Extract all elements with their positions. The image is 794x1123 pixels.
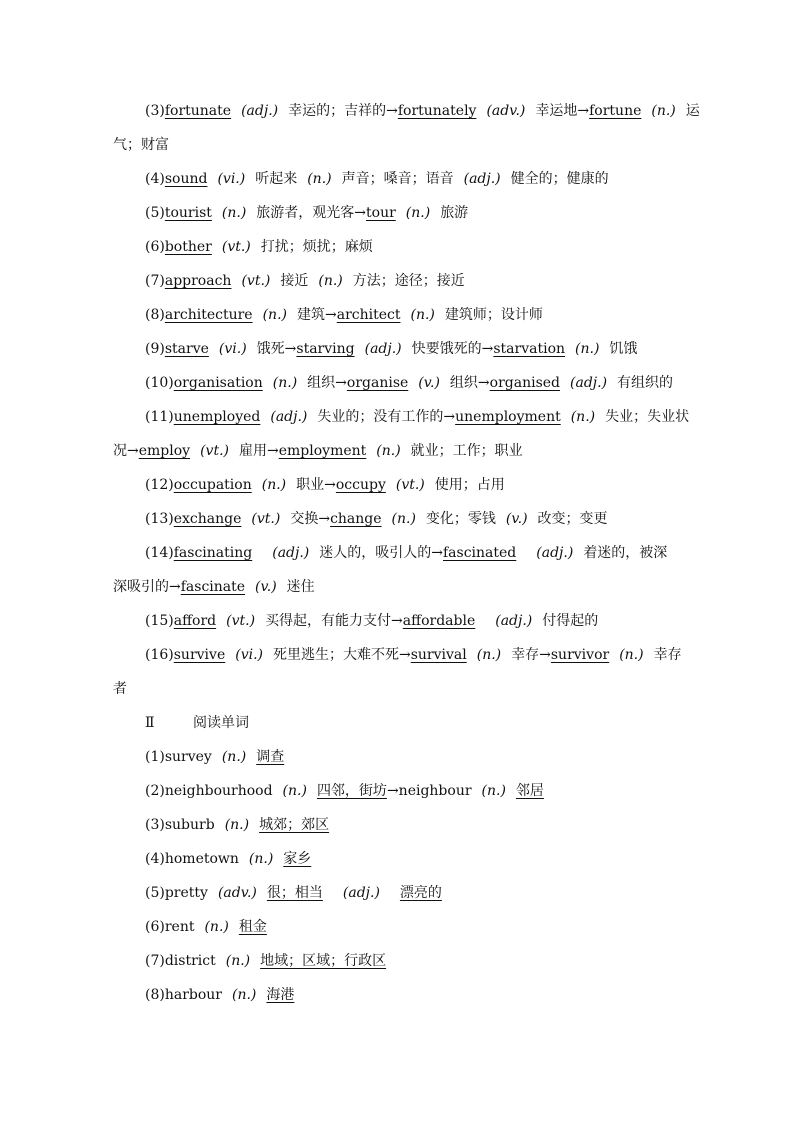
part-of-speech: (adv.) — [486, 103, 526, 119]
reading-word-7 — [113, 944, 681, 978]
word: harbour — [164, 987, 222, 1003]
entry-10 — [113, 366, 681, 400]
meaning: 方法；途径；接近 — [352, 273, 465, 289]
meaning: 建筑→ — [296, 307, 337, 323]
part-of-speech: (adv.) — [217, 885, 257, 901]
word: neighbourhood — [164, 783, 273, 799]
answer-word: fortunate — [164, 103, 232, 119]
section-number: Ⅱ — [145, 715, 155, 731]
answer-word: occupy — [335, 477, 386, 493]
part-of-speech: (n.) — [262, 307, 287, 323]
reading-word-6 — [113, 910, 681, 944]
part-of-speech: (v.) — [505, 511, 528, 527]
meaning: 旅游者，观光客→ — [256, 205, 367, 221]
entry-8 — [113, 298, 681, 332]
meaning: 幸运地→ — [535, 103, 590, 119]
part-of-speech: (n.) — [318, 273, 343, 289]
answer-word: tourist — [164, 205, 212, 221]
meaning: 快要饿死的→ — [411, 341, 494, 357]
answer-word: afford — [173, 613, 217, 629]
answer-meaning: 很；相当 — [266, 885, 323, 901]
part-of-speech: (n.) — [307, 171, 332, 187]
meaning: 接近 — [280, 273, 309, 289]
answer-word: fascinating — [173, 545, 253, 561]
part-of-speech: (n.) — [204, 919, 229, 935]
entry-5 — [113, 196, 681, 230]
reading-word-5 — [113, 876, 681, 910]
answer-word: architect — [336, 307, 401, 323]
entry-15 — [113, 604, 681, 638]
part-of-speech: (n.) — [476, 647, 502, 663]
entry-number: (6) — [145, 239, 165, 255]
vocabulary-list — [113, 94, 700, 1012]
reading-word-2 — [113, 774, 681, 808]
meaning: 打扰；烦扰；麻烦 — [260, 239, 373, 255]
entry-14-line-1 — [113, 536, 681, 570]
word: survey — [164, 749, 212, 765]
entry-number: (5) — [145, 885, 165, 901]
part-of-speech: (adj.) — [536, 545, 574, 561]
part-of-speech: (adj.) — [495, 613, 533, 629]
entry-number: (6) — [145, 919, 165, 935]
entry-12 — [113, 468, 681, 502]
part-of-speech: (vi.) — [217, 171, 246, 187]
meaning: 有组织的 — [617, 375, 674, 391]
entry-16-line-2 — [113, 672, 681, 706]
part-of-speech: (adj.) — [241, 103, 279, 119]
answer-word: survivor — [550, 647, 610, 663]
part-of-speech: (n.) — [405, 205, 431, 221]
part-of-speech: (n.) — [391, 511, 416, 527]
entry-number: (7) — [145, 953, 165, 969]
part-of-speech: (adj.) — [463, 171, 501, 187]
answer-meaning: 租金 — [238, 919, 267, 935]
answer-meaning: 海港 — [266, 987, 295, 1003]
entry-number: (7) — [145, 273, 165, 289]
part-of-speech: (n.) — [272, 375, 298, 391]
word: pretty — [164, 885, 208, 901]
answer-word: survival — [410, 647, 467, 663]
entry-number: (5) — [145, 205, 165, 221]
meaning: 深吸引的→ — [113, 579, 181, 595]
entry-number: (16) — [145, 647, 174, 663]
answer-meaning: 漂亮的 — [399, 885, 442, 901]
entry-number: (4) — [145, 851, 165, 867]
section-heading — [113, 706, 681, 740]
entry-number: (14) — [145, 545, 174, 561]
part-of-speech: (n.) — [221, 205, 247, 221]
part-of-speech: (n.) — [481, 783, 506, 799]
answer-word: starving — [296, 341, 355, 357]
meaning: 幸运的；吉祥的→ — [288, 103, 398, 119]
meaning: 职业→ — [296, 477, 336, 493]
answer-word: unemployed — [173, 409, 261, 425]
meaning: 幸存→ — [511, 647, 551, 663]
part-of-speech: (n.) — [261, 477, 287, 493]
entry-16-line-1 — [113, 638, 681, 672]
meaning: 交换→ — [290, 511, 331, 527]
meaning: 变化；零钱 — [425, 511, 496, 527]
part-of-speech: (adj.) — [342, 885, 380, 901]
answer-word: survive — [173, 647, 226, 663]
answer-word: starve — [164, 341, 209, 357]
meaning: 组织→ — [307, 375, 347, 391]
answer-meaning: 城郊；郊区 — [259, 817, 330, 833]
word: hometown — [164, 851, 239, 867]
word: district — [164, 953, 216, 969]
meaning: 雇用→ — [239, 443, 279, 459]
part-of-speech: (n.) — [232, 987, 257, 1003]
entry-number: (8) — [145, 987, 165, 1003]
answer-word: occupation — [173, 477, 252, 493]
part-of-speech: (v.) — [255, 579, 277, 595]
entry-7 — [113, 264, 681, 298]
part-of-speech: (v.) — [418, 375, 440, 391]
part-of-speech: (n.) — [376, 443, 401, 459]
meaning: 迷人的，吸引人的→ — [319, 545, 443, 561]
answer-meaning: 地域；区域；行政区 — [260, 953, 387, 969]
meaning: 买得起，有能力支付→ — [265, 613, 403, 629]
answer-word: exchange — [173, 511, 242, 527]
part-of-speech: (vt.) — [226, 613, 256, 629]
entry-11-line-2 — [113, 434, 681, 468]
meaning: 就业；工作；职业 — [410, 443, 523, 459]
entry-number: (15) — [145, 613, 174, 629]
answer-word: tour — [366, 205, 396, 221]
meaning: 者 — [113, 681, 127, 697]
answer-word: organised — [489, 375, 561, 391]
answer-word: sound — [164, 171, 208, 187]
entry-number: (10) — [145, 375, 174, 391]
part-of-speech: (adj.) — [272, 545, 310, 561]
part-of-speech: (n.) — [575, 341, 600, 357]
answer-word: organise — [346, 375, 409, 391]
part-of-speech: (vt.) — [251, 511, 281, 527]
meaning: 旅游 — [440, 205, 469, 221]
entry-number: (3) — [145, 817, 165, 833]
answer-meaning: 家乡 — [283, 851, 312, 867]
part-of-speech: (vt.) — [221, 239, 251, 255]
meaning: 饿死→ — [256, 341, 297, 357]
meaning: 改变；变更 — [537, 511, 608, 527]
part-of-speech: (vt.) — [200, 443, 229, 459]
reading-word-1 — [113, 740, 681, 774]
part-of-speech: (vt.) — [395, 477, 425, 493]
section-title: 阅读单词 — [193, 715, 249, 731]
entry-number: (9) — [145, 341, 165, 357]
meaning: 听起来 — [255, 171, 298, 187]
meaning: 死里逃生；大难不死→ — [273, 647, 411, 663]
entry-number: (13) — [145, 511, 174, 527]
entry-11-line-1 — [113, 400, 690, 434]
reading-word-8 — [113, 978, 681, 1012]
part-of-speech: (n.) — [225, 953, 251, 969]
meaning: 着迷的，被深 — [583, 545, 668, 561]
meaning: 建筑师；设计师 — [444, 307, 543, 323]
answer-word: fascinate — [180, 579, 246, 595]
meaning: 声音；嗓音；语音 — [341, 171, 454, 187]
part-of-speech: (n.) — [410, 307, 435, 323]
meaning: 气；财富 — [113, 137, 169, 153]
meaning: 使用；占用 — [434, 477, 505, 493]
answer-word: fascinated — [443, 545, 517, 561]
part-of-speech: (n.) — [221, 749, 247, 765]
answer-meaning: 邻居 — [515, 783, 544, 799]
meaning: 失业；失业状 — [605, 409, 690, 425]
meaning: 饥饿 — [609, 341, 638, 357]
answer-word: unemployment — [455, 409, 561, 425]
part-of-speech: (n.) — [570, 409, 596, 425]
entry-number: (12) — [145, 477, 174, 493]
part-of-speech: (n.) — [248, 851, 274, 867]
entry-3-line-2 — [113, 128, 681, 162]
part-of-speech: (n.) — [651, 103, 676, 119]
entry-number: (8) — [145, 307, 165, 323]
answer-word: fortune — [589, 103, 642, 119]
part-of-speech: (vi.) — [218, 341, 247, 357]
part-of-speech: (adj.) — [364, 341, 402, 357]
part-of-speech: (n.) — [282, 783, 307, 799]
answer-word: approach — [164, 273, 232, 289]
entry-13 — [113, 502, 681, 536]
part-of-speech: (adj.) — [270, 409, 308, 425]
meaning: 况→ — [113, 443, 139, 459]
entry-number: (3) — [145, 103, 165, 119]
meaning: 运 — [685, 103, 700, 119]
entry-number: (2) — [145, 783, 165, 799]
word: suburb — [164, 817, 215, 833]
answer-word: starvation — [493, 341, 566, 357]
meaning: 幸存 — [653, 647, 682, 663]
part-of-speech: (n.) — [224, 817, 250, 833]
answer-word: affordable — [402, 613, 476, 629]
answer-word: employ — [138, 443, 191, 459]
entry-number: (11) — [145, 409, 174, 425]
answer-word: bother — [164, 239, 212, 255]
entry-14-line-2 — [113, 570, 681, 604]
meaning: 组织→ — [449, 375, 490, 391]
answer-meaning: 调查 — [256, 749, 285, 765]
entry-9 — [113, 332, 681, 366]
entry-4 — [113, 162, 681, 196]
arrow: → — [386, 783, 399, 799]
word: neighbour — [398, 783, 472, 799]
answer-word: architecture — [164, 307, 253, 323]
entry-6 — [113, 230, 681, 264]
entry-number: (1) — [145, 749, 165, 765]
meaning: 失业的；没有工作的→ — [317, 409, 456, 425]
word: rent — [164, 919, 195, 935]
answer-meaning: 四邻，街坊 — [316, 783, 387, 799]
entry-number: (4) — [145, 171, 165, 187]
part-of-speech: (adj.) — [570, 375, 608, 391]
entry-3-line-1 — [113, 94, 700, 128]
answer-word: change — [330, 511, 382, 527]
meaning: 健全的；健康的 — [510, 171, 609, 187]
answer-word: employment — [278, 443, 367, 459]
answer-word: organisation — [173, 375, 263, 391]
reading-word-4 — [113, 842, 681, 876]
part-of-speech: (n.) — [619, 647, 644, 663]
part-of-speech: (vt.) — [241, 273, 271, 289]
part-of-speech: (vi.) — [235, 647, 263, 663]
reading-word-3 — [113, 808, 681, 842]
answer-word: fortunately — [397, 103, 477, 119]
meaning: 迷住 — [286, 579, 315, 595]
meaning: 付得起的 — [542, 613, 599, 629]
